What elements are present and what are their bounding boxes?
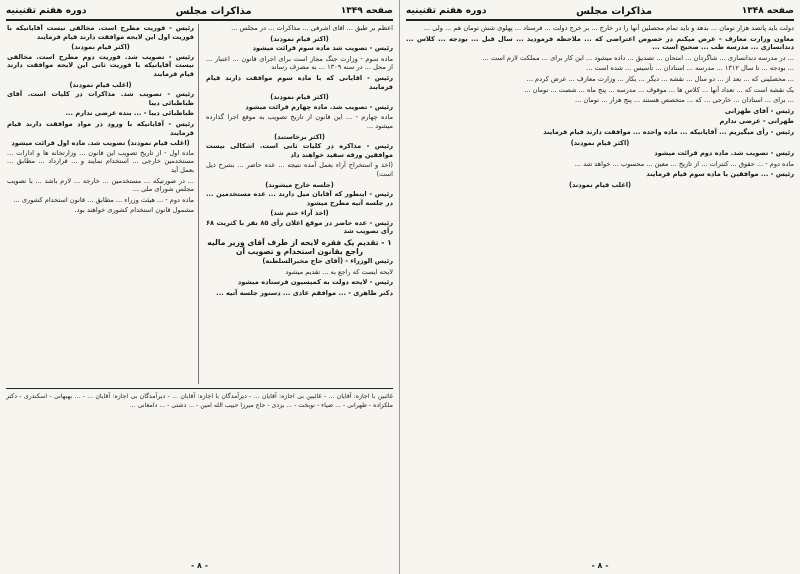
vote-note: (اغلب قیام نمودند) <box>69 80 132 89</box>
section-heading: ۱ - تقدیم یک فقره لایحه از طرف آقای وزیر مالیه راجع بقانون استخدام و تصویب آن <box>207 238 392 257</box>
right-page-session: دوره هفتم تقنینیه <box>406 6 487 16</box>
attendance-footnote: غائبین با اجازه: آقایان ... - غائبین بی اجازه: آقایان ... - دیرآمدگان با اجازه: آقایان ... - دیرآمدگان بی اجازه: آقایان ... - ... بهبهانی - اسکندری - دکتر ملکزاده - طهرانی - ... ضیاء - نوبخت - ... یزدی - حاج میرزا حبیب الله امین - ... دشتی - ... دامغانی ... <box>6 393 393 409</box>
text-paragraph: اعظم بر طبق ... اقای اشرفی ... مذاکرات ... در مجلس ... <box>231 24 393 32</box>
text-paragraph: لایحه ایست که راجع به ... تقدیم میشود <box>285 267 393 276</box>
speaker-paragraph: رئیس - تصویب شد. فوریت دوم مطرح است. مخالفی نیست آقایانیکه با فوریت ثانی این لایحه موافقت دارند قیام فرمایند <box>7 52 194 78</box>
speaker-paragraph: معاون وزارت معارف - عرض میکنم در خصوص اعتراضی که ... ملاحظه فرمودید ... سال قبل ... بودجه ... کلاس ... دندانسازی ... مدرسه طب ... صحیح است ... <box>406 34 794 52</box>
speaker-paragraph: طباطبائی دیبا - ... بنده عرضی ندارم ... <box>65 109 194 118</box>
vote-note: (اکثر قیام نمودند) <box>270 34 329 43</box>
left-page-session: دوره هفتم تقنینیه <box>6 6 87 16</box>
text-paragraph: یک نقشه است که ... تعداد آنها ... کلاس ها ... موقوف ... مدرسه ... پنج ماه ... شصت ... تومان ... <box>524 85 794 94</box>
text-paragraph: ... محصلینی که ... بعد از ... دو سال ... نقشه ... دیگر ... بکار ... وزارت معارف ... عرض کردم ... <box>526 74 794 83</box>
footnote-divider <box>6 388 393 389</box>
text-paragraph: ... بودجه ... تا سال ۱۳۱۲ ... مدرسه ... استادان ... تأسیس ... شده است ... <box>586 64 794 73</box>
speaker-paragraph: رئیس - تصویب شد. مذاکرات در کلیات است. آقای طباطبائی دیبا <box>7 90 194 107</box>
vote-note: (اکثر قیام نمودند) <box>270 93 329 102</box>
vote-note: (اخذ آراء ختم شد) <box>270 209 329 218</box>
right-page <box>400 0 800 574</box>
vote-note: (اغلب قیام نمودند) <box>568 180 632 189</box>
text-paragraph: ... برای ... استادان ... خارجی ... که ... متخصص هستند ... پنج هزار ... تومان ... <box>575 96 794 105</box>
speaker-paragraph: دکتر طاهری - ... موافقم عادی ... دستور جلسه آتیه ... <box>216 288 393 297</box>
speaker-paragraph: رئیس - ... موافقین با ماده سوم قیام فرمایند <box>646 170 794 179</box>
text-paragraph: ... در مدرسه دندانسازی ... شاگردان ... امتحان ... تصدیق ... داده میشود ... این کار برای ... مملکت لازم است ... <box>482 53 794 62</box>
text-paragraph: ماده چهارم - ... این قانون از تاریخ تصویب به موقع اجرا گذارده میشود ... <box>206 113 393 130</box>
text-paragraph: مشمول قانون استخدام کشوری خواهند بود. <box>74 206 194 215</box>
vote-note: (جلسه خارج میشوند) <box>265 180 334 189</box>
right-page-header <box>406 4 794 21</box>
left-page-footer-number: - ۸ - <box>190 561 209 570</box>
right-page-title: مذاکرات مجلس <box>576 5 653 17</box>
left-page-title: مذاکرات مجلس <box>175 5 252 17</box>
left-page-right-column <box>205 24 393 384</box>
text-paragraph: (اخذ و استخراج آراء بعمل آمده نتیجه ... عده حاضر ... بشرح ذیل است) <box>206 161 393 178</box>
vote-note: (اکثر برخاستند) <box>274 132 325 141</box>
speaker-paragraph: رئیس - تصویب شد. ماده دوم قرائت میشود <box>654 149 794 158</box>
speaker-paragraph: رئیس - لایحه دولت به کمیسیون فرستاده میشود <box>237 278 393 287</box>
speaker-paragraph: رئیس - اینطور که آقایان میل دارند ... عده مستخدمین ... در جلسه آتیه مطرح میشود <box>206 190 393 207</box>
text-paragraph: ماده اول - از تاریخ تصویب این قانون ... وزارتخانه ها و ادارات ... مستخدمین خارجی ... استخدام نمایند و ... قرارداد ... مطابق ... بعمل آید <box>7 148 194 174</box>
speaker-paragraph: رئیس - آقایانیکه با ورود در مواد موافقت دارند قیام فرمایند <box>7 119 194 137</box>
text-paragraph: دولت باید پانصد هزار تومان ... بدهد و باید تمام محصلین آنها را در خارج ... بر خرج دولت ... فرستاد ... پهلوی شش تومان هم ... ولی ... <box>423 24 794 32</box>
speaker-paragraph: رئیس - اقایانی که با ماده سوم موافقت دارند قیام فرمایند <box>206 73 393 91</box>
right-page-body <box>406 24 794 524</box>
left-page-number: صفحه ۱۳۴۹ <box>340 6 393 16</box>
right-page-footer-number: - ۸ - <box>591 561 609 570</box>
text-paragraph: ماده دوم - ... حقوق ... کنترات ... از تاریخ ... معین ... محسوب ... خواهد شد ... <box>574 159 794 168</box>
speaker-paragraph: رئیس - تصویب شد. ماده چهارم قرائت میشود <box>245 102 393 111</box>
text-paragraph: ... در صورتیکه ... مستخدمین ... خارجه ... لازم باشد ... با تصویب مجلس شورای ملی ... <box>7 176 194 194</box>
speaker-paragraph: رئیس - مذاکره در کلیات ثانی است. اشکالی نیست موافقین ورقه سفید خواهند داد <box>206 142 393 159</box>
vote-note: (اکثر قیام نمودند) <box>570 138 630 147</box>
text-paragraph: ماده دوم - ... هیئت وزراء ... مطابق ... قانون استخدام کشوری ... <box>13 195 194 204</box>
left-page-header <box>6 4 393 21</box>
speaker-paragraph: رئیس - رأی میگیریم ... آقایانیکه ... ماده واحده ... موافقت دارند قیام فرمایند <box>543 127 794 136</box>
vote-note: (اغلب قیام نمودند) تصویب شد. ماده اول قرائت میشود <box>11 139 190 148</box>
speaker-paragraph: طهرانی - عرضی ندارم <box>719 117 794 126</box>
vote-note: (اکثر قیام نمودند) <box>71 43 130 52</box>
speaker-paragraph: رئیس - تصویب شد ماده سوم قرائت میشود <box>252 44 393 53</box>
speaker-paragraph: رئیس - فوریت مطرح است. مخالفی نیست آقایانیکه با فوریت اول این لایحه موافقت دارند قیام فرمایند <box>7 24 194 41</box>
left-page-left-column <box>6 24 199 384</box>
speaker-paragraph: رئیس - عده حاضر در موقع اعلان رأی ۸۵ نفر با کثریت ۶۸ رأی تصویب شد <box>206 218 393 236</box>
speaker-paragraph: رئیس - آقای طهرانی <box>724 106 794 115</box>
right-page-number: صفحه ۱۳۴۸ <box>741 6 794 16</box>
left-page-columns <box>6 24 393 384</box>
text-paragraph: ماده سوم - وزارت جنگ مجاز است برای اجرای قانون ... اعتبار ... از محل ... در سنه ۱۳۰۹ ... به مصرف رساند <box>206 54 393 72</box>
speaker-paragraph: رئیس الوزراء - (آقای حاج مخبرالسلطنه) <box>262 257 393 266</box>
